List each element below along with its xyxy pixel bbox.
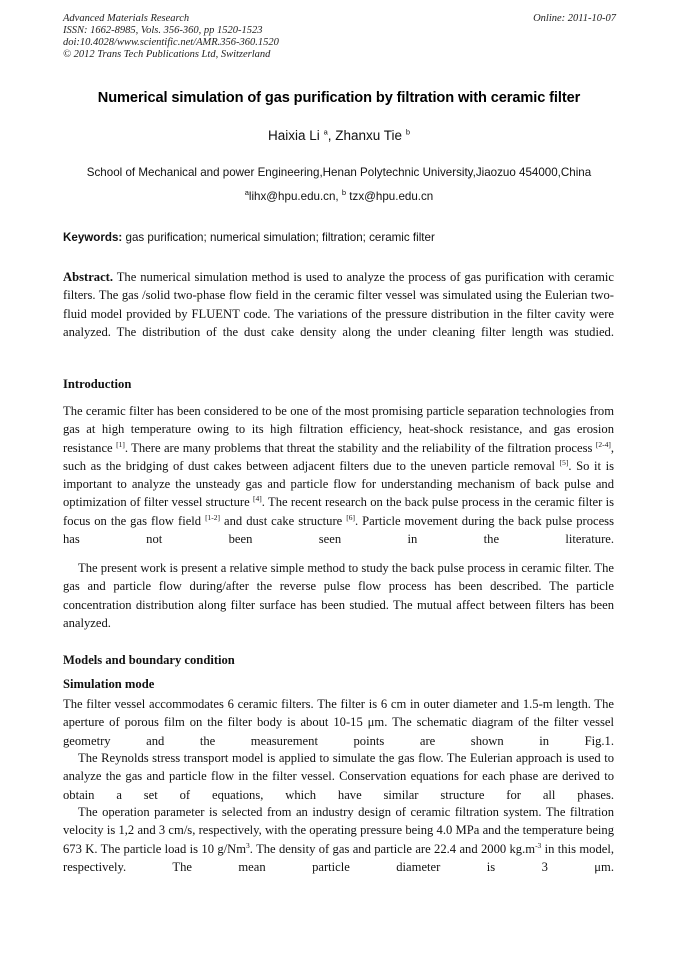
models-paragraph-2: The Reynolds stress transport model is applied to simulate the gas flow. The Eulerian approach is used to analyze the gas and particle flow in the filter vessel. Conservation equations for each phase are derived to obtain a set of equations, which have similar structure for all phases. <box>63 751 614 802</box>
affiliation: School of Mechanical and power Engineering,Henan Polytechnic University,Jiaozuo 454000,China <box>86 166 592 179</box>
citation: [4] <box>253 494 262 504</box>
models-text: in this model, respectively. The mean particle diameter is 3 μm. <box>63 841 614 874</box>
email-a-marker: a <box>244 188 249 198</box>
author-2-marker: b <box>405 127 410 137</box>
author-1: Haixia Li <box>268 128 320 143</box>
doi-line: doi:10.4028/www.scientific.net/AMR.356-360.1520 <box>63 37 279 48</box>
email-b-marker: b <box>341 188 347 198</box>
author-2: Zhanxu Tie <box>335 128 403 143</box>
issn-line: ISSN: 1662-8985, Vols. 356-360, pp 1520-1523 <box>63 25 263 36</box>
intro-text: . There are many problems that threat the stability and the reliability of the filtration process <box>124 440 596 455</box>
intro-text: . Particle movement during the back pulse process has not been seen in the literature. <box>63 513 614 547</box>
introduction-paragraph-2: The present work is present a relative simple method to study the back pulse process in ceramic filter. The gas and particle flow during/after the reverse pulse flow process has been described. The particle concentration distribution along filter surface has been studied. The mutual affect between filters has been analyzed. <box>63 561 614 630</box>
models-paragraph-3 <box>63 803 614 894</box>
citation: [1] <box>116 439 125 449</box>
citation: [2-4] <box>595 439 611 449</box>
email-b: tzx@hpu.edu.cn <box>349 190 434 203</box>
intro-text: and dust cake structure <box>220 513 347 528</box>
keywords-label: Keywords: <box>63 231 123 244</box>
intro-text: The ceramic filter has been considered to be one of the most promising particle separation technologies from gas at high temperature owing to its high filtration efficiency, heat-shock resistance, and gas erosion resistance <box>63 404 614 455</box>
email-line <box>0 190 678 203</box>
author-separator: , <box>327 128 336 143</box>
introduction-paragraph-1 <box>63 402 614 567</box>
journal-name: Advanced Materials Research <box>63 13 190 24</box>
introduction-heading: Introduction <box>63 377 132 391</box>
email-a: lihx@hpu.edu.cn, <box>248 190 339 203</box>
intro-text: . The recent research on the back pulse process in the ceramic filter is focus on the gas flow field <box>63 495 615 528</box>
abstract-label: Abstract. <box>63 270 114 284</box>
author-line <box>0 128 678 143</box>
keywords <box>63 231 623 244</box>
online-date: Online: 2011-10-07 <box>533 13 616 24</box>
author-1-marker: a <box>323 127 328 137</box>
abstract-text: The numerical simulation method is used to analyze the process of gas purification with ceramic filters. The gas /solid two-phase flow field in the ceramic filter vessel was simulated using the Eulerian two-fluid model provided by FLUENT code. The variations of the pressure distribution in the filter cavity were analyzed. The distribution of the dust cake density along the under cleaning filter length was studied. <box>63 270 614 339</box>
models-heading: Models and boundary condition <box>63 653 235 667</box>
simulation-mode-subheading: Simulation mode <box>63 677 155 691</box>
intro-text: . So it is important to analyze the unsteady gas and particle flow for understanding mechanism of back pulse and optimization of filter vessel structure <box>63 458 615 510</box>
citation: [6] <box>346 512 355 522</box>
unit-exponent: -3 <box>535 840 542 850</box>
paper-title: Numerical simulation of gas purification by filtration with ceramic filter <box>97 90 581 106</box>
citation: [5] <box>559 457 569 467</box>
models-paragraph-1: The filter vessel accommodates 6 ceramic filters. The filter is 6 cm in outer diameter and 1.5-m length. The aperture of porous film on the filter body is about 10-15 μm. The schematic diagram of the filter vessel geometry and the measurement points are shown in Fig.1. <box>63 697 614 748</box>
keywords-text: gas purification; numerical simulation; filtration; ceramic filter <box>125 231 435 244</box>
unit-exponent: 3 <box>246 840 250 850</box>
journal-header <box>63 13 616 61</box>
copyright-line: © 2012 Trans Tech Publications Ltd, Switzerland <box>63 49 271 60</box>
citation: [1-2] <box>205 512 221 522</box>
models-text: . The density of gas and particle are 22.4 and 2000 kg.m <box>249 841 536 856</box>
models-text: The operation parameter is selected from an industry design of ceramic filtration system. The filtration velocity is 1,2 and 3 cm/s, respectively, with the operating pressure being 4.0 MPa and the temperature being 673 K. The particle load is 10 g/Nm <box>63 805 614 856</box>
abstract-paragraph <box>63 268 614 359</box>
intro-text: , such as the bridging of dust cakes between adjacent filters due to the uneven particle removal <box>63 440 614 473</box>
